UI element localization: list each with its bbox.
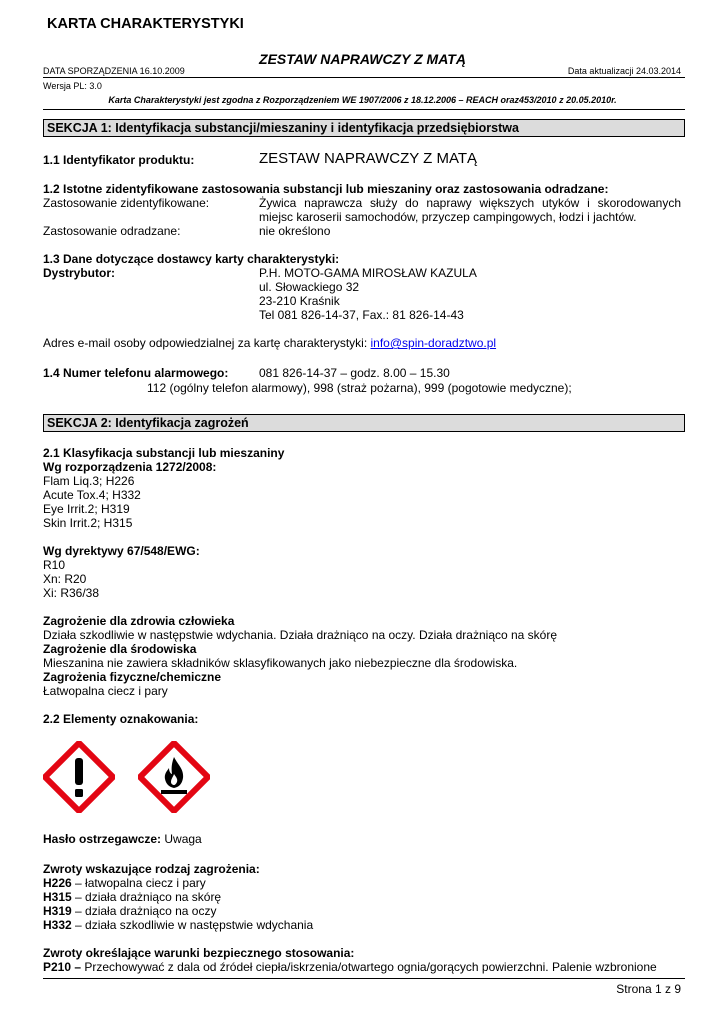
distributor-name: P.H. MOTO-GAMA MIROSŁAW KAZULA — [259, 266, 477, 280]
section-1-title: SEKCJA 1: Identyfikacja substancji/mieszaniny i identyfikacja przedsiębiorstwa — [47, 121, 519, 135]
use-advised-value: nie określono — [259, 224, 331, 238]
version: Wersja PL: 3.0 — [43, 81, 102, 91]
class-1272-item: Flam Liq.3; H226 — [43, 474, 135, 488]
h-code: H332 — [43, 918, 72, 932]
header-divider — [43, 77, 685, 78]
footer-divider — [43, 978, 685, 979]
class-1272-item: Eye Irrit.2; H319 — [43, 502, 130, 516]
class-1272-item: Acute Tox.4; H332 — [43, 488, 141, 502]
section-1-header — [43, 119, 685, 137]
flame-icon — [138, 741, 210, 813]
health-title: Zagrożenie dla zdrowia człowieka — [43, 614, 235, 628]
distributor-city: 23-210 Kraśnik — [259, 294, 340, 308]
header-divider-2 — [43, 109, 685, 110]
use-identified-label: Zastosowanie zidentyfikowane: — [43, 196, 210, 210]
distributor-label: Dystrybutor: — [43, 266, 116, 280]
signal-label: Hasło ostrzegawcze: — [43, 832, 162, 846]
use-advised-label: Zastosowanie odradzane: — [43, 224, 181, 238]
h-code: H315 — [43, 890, 72, 904]
distributor-street: ul. Słowackiego 32 — [259, 280, 360, 294]
p-text: Przechowywać z dala od źródeł ciepła/iskrzenia/otwartego ognia/gorących powierzchni. Palenie wzbronione — [81, 960, 657, 974]
h-code: H226 — [43, 876, 72, 890]
section-2-title: SEKCJA 2: Identyfikacja zagrożeń — [47, 416, 249, 430]
s14-label: 1.4 Numer telefonu alarmowego: — [43, 366, 229, 380]
class-548-item: R10 — [43, 558, 66, 572]
distributor-phone: Tel 081 826-14-37, Fax.: 81 826-14-43 — [259, 308, 464, 322]
date-created: DATA SPORZĄDZENIA 16.10.2009 — [43, 66, 185, 76]
signal-word-row — [43, 832, 202, 846]
use-identified-line2: miejsc karoserii samochodów, przyczep campingowych, łodzi i jachtów. — [259, 210, 637, 224]
date-updated: Data aktualizacji 24.03.2014 — [567, 66, 681, 76]
s21-title: 2.1 Klasyfikacja substancji lub mieszaniny — [43, 446, 285, 460]
h-code: H319 — [43, 904, 72, 918]
class-548-item: Xi: R36/38 — [43, 586, 100, 600]
h-text: – łatwopalna ciecz i pary — [71, 876, 206, 890]
p210-statement — [43, 960, 657, 974]
dir-548-label: Wg dyrektywy 67/548/EWG: — [43, 544, 200, 558]
s13-title: 1.3 Dane dotyczące dostawcy karty charakterystyki: — [43, 252, 340, 266]
class-548-item: Xn: R20 — [43, 572, 87, 586]
s12-title: 1.2 Istotne zidentyfikowane zastosowania substancji lub mieszaniny oraz zastosowania odradzane: — [43, 182, 609, 196]
h-text: – działa drażniąco na oczy — [71, 904, 217, 918]
page-number: Strona 1 z 9 — [616, 982, 681, 996]
class-1272-item: Skin Irrit.2; H315 — [43, 516, 133, 530]
email-row — [43, 336, 496, 350]
h-statement — [43, 904, 216, 918]
ghs-flame-pictogram — [138, 741, 210, 816]
h-statement — [43, 918, 313, 932]
compliance-note: Karta Charakterystyki jest zgodna z Rozporządzeniem WE 1907/2006 z 18.12.2006 – REACH oraz453/2010 z 20.05.2010r. — [108, 95, 617, 105]
env-text: Mieszanina nie zawiera składników sklasyfikowanych jako niebezpieczne dla środowiska. — [43, 656, 518, 670]
h-statement — [43, 876, 206, 890]
h-text: – działa drażniąco na skórę — [71, 890, 222, 904]
env-title: Zagrożenie dla środowiska — [43, 642, 197, 656]
use-identified-line1: Żywica naprawcza służy do naprawy większych utyków i skorodowanych — [259, 196, 681, 210]
ghs-exclamation-pictogram — [43, 741, 115, 816]
h-text: – działa szkodliwie w następstwie wdychania — [71, 918, 314, 932]
s11-value: ZESTAW NAPRAWCZY Z MATĄ — [259, 150, 478, 167]
p-code: P210 – — [43, 960, 82, 974]
h-statement — [43, 890, 221, 904]
product-title: ZESTAW NAPRAWCZY Z MATĄ — [259, 51, 466, 67]
section-2-header — [43, 414, 685, 432]
s11-label: 1.1 Identyfikator produktu: — [43, 153, 195, 167]
phys-text: Łatwopalna ciecz i pary — [43, 684, 168, 698]
s22-title: 2.2 Elementy oznakowania: — [43, 712, 199, 726]
email-label: Adres e-mail osoby odpowiedzialnej za kartę charakterystyki: — [43, 336, 371, 350]
health-text: Działa szkodliwie w następstwie wdychania. Działa drażniąco na oczy. Działa drażniąco na skórę — [43, 628, 558, 642]
exclamation-mark-icon — [43, 741, 115, 813]
p-title: Zwroty określające warunki bezpiecznego stosowania: — [43, 946, 355, 960]
s14-value: 081 826-14-37 – godz. 8.00 – 15.30 — [259, 366, 450, 380]
signal-value: Uwaga — [161, 832, 202, 846]
phys-title: Zagrożenia fizyczne/chemiczne — [43, 670, 222, 684]
email-link[interactable]: info@spin-doradztwo.pl — [370, 336, 497, 350]
h-title: Zwroty wskazujące rodzaj zagrożenia: — [43, 862, 260, 876]
doc-title: KARTA CHARAKTERYSTYKI — [47, 16, 244, 32]
reg-1272-label: Wg rozporządzenia 1272/2008: — [43, 460, 217, 474]
s14-line2: 112 (ogólny telefon alarmowy), 998 (straż pożarna), 999 (pogotowie medyczne); — [147, 381, 572, 395]
